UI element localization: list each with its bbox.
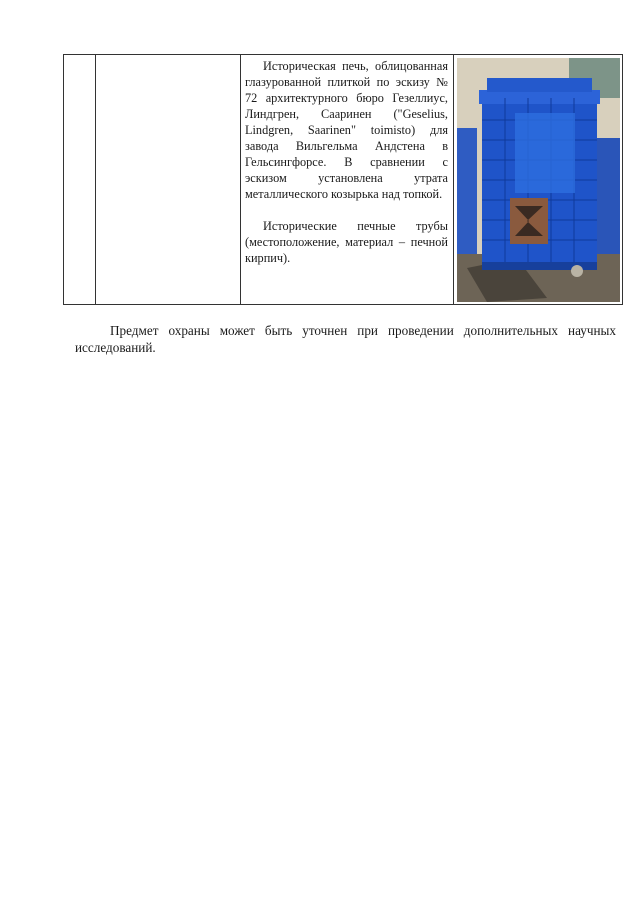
table-divider-1 (95, 55, 96, 304)
stove-description: Историческая печь, облицованная глазурованной плиткой по эскизу № 72 архитектурного бюро Гезеллиус, Линдгрен, Сааринен ("Geselius, Lindgren, Saarinen" toimisto) для завода Вильгельма Андстена в Гельсингфорсе. В сравнении с эскизом установлена утрата металлического козырька над топкой. (245, 59, 448, 201)
protection-note (75, 322, 616, 356)
stove-photo (457, 58, 620, 302)
protection-table (63, 54, 623, 305)
object-description-cell (245, 58, 448, 266)
table-divider-2 (240, 55, 241, 304)
protection-note-text: Предмет охраны может быть уточнен при проведении дополнительных научных исследований. (75, 323, 616, 355)
table-divider-3 (453, 55, 454, 304)
chimney-description: Исторические печные трубы (местоположение, материал – печной кирпич). (245, 219, 448, 265)
